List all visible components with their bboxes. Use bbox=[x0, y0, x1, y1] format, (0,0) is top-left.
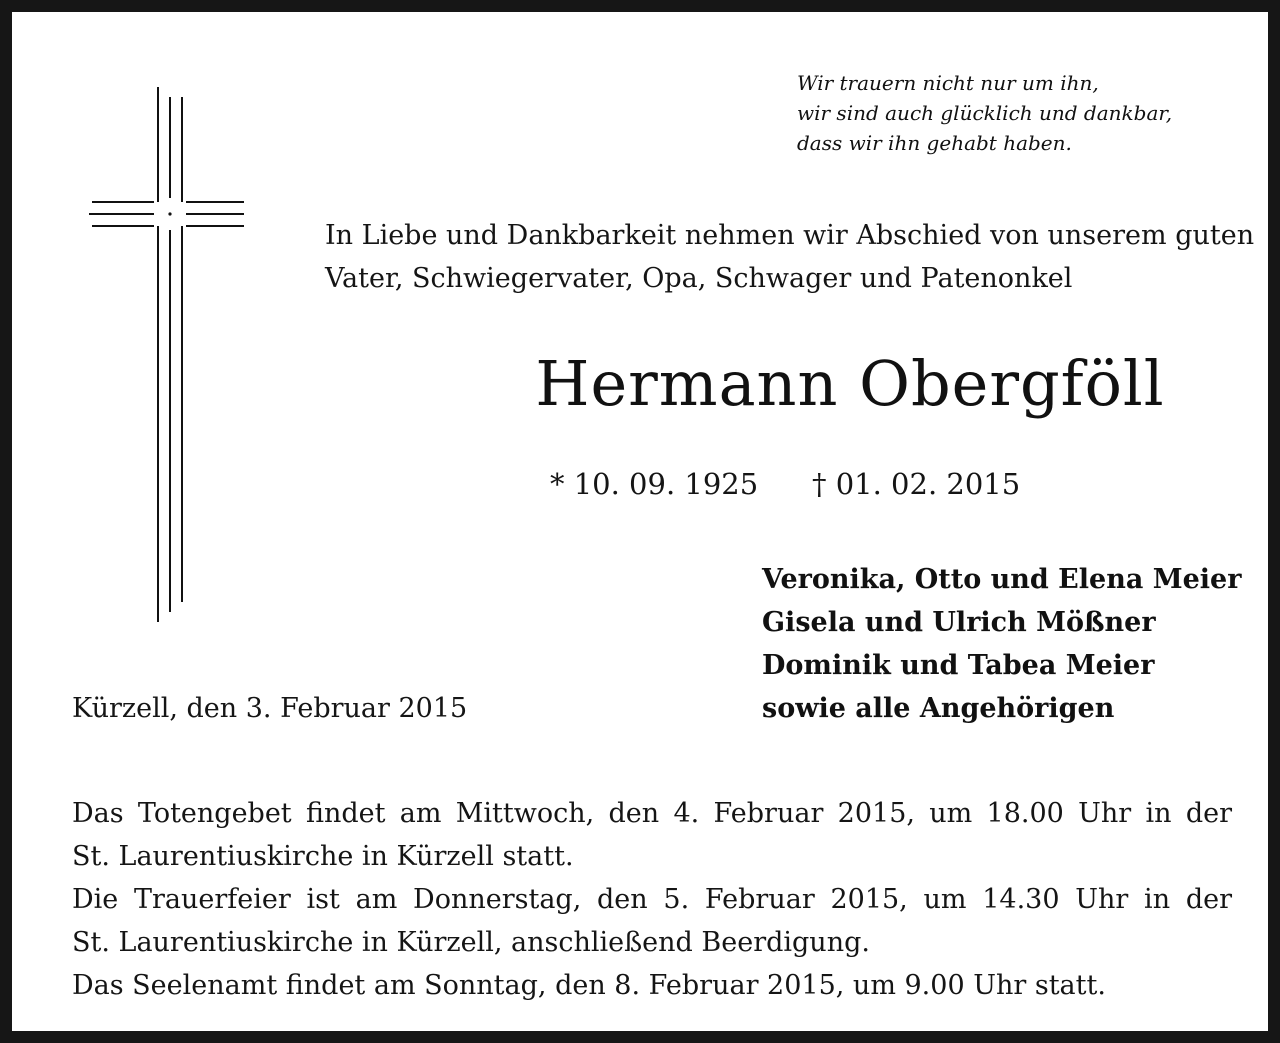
cross-icon bbox=[84, 82, 249, 627]
service-line: Das Seelenamt findet am Sonntag, den 8. Februar 2015, um 9.00 Uhr statt. bbox=[72, 970, 1106, 1001]
quote-line: wir sind auch glücklich und dankbar, bbox=[797, 101, 1173, 125]
mourner-line: Veronika, Otto und Elena Meier bbox=[762, 564, 1242, 595]
mourners-list bbox=[762, 558, 1242, 730]
quote-line: Wir trauern nicht nur um ihn, bbox=[797, 71, 1099, 95]
intro-text bbox=[325, 214, 1255, 300]
service-line: St. Laurentiuskirche in Kürzell, anschließend Beerdigung. bbox=[72, 927, 870, 958]
birth-date: * 10. 09. 1925 bbox=[550, 467, 759, 501]
memorial-quote bbox=[797, 68, 1237, 158]
service-information bbox=[72, 792, 1232, 1007]
place-and-date: Kürzell, den 3. Februar 2015 bbox=[72, 693, 468, 724]
quote-line: dass wir ihn gehabt haben. bbox=[797, 131, 1072, 155]
service-line: Das Totengebet findet am Mittwoch, den 4. Februar 2015, um 18.00 Uhr in der bbox=[72, 798, 1232, 829]
mourner-line: Dominik und Tabea Meier bbox=[762, 650, 1155, 681]
deceased-name: Hermann Obergföll bbox=[535, 347, 1165, 420]
mourner-line: Gisela und Ulrich Mößner bbox=[762, 607, 1156, 638]
intro-line: In Liebe und Dankbarkeit nehmen wir Abschied von unserem guten bbox=[325, 220, 1255, 251]
death-date: † 01. 02. 2015 bbox=[812, 467, 1021, 501]
mourner-line: sowie alle Angehörigen bbox=[762, 693, 1115, 724]
intro-line: Vater, Schwiegervater, Opa, Schwager und Patenonkel bbox=[325, 263, 1073, 294]
service-line: Die Trauerfeier ist am Donnerstag, den 5. Februar 2015, um 14.30 Uhr in der bbox=[72, 884, 1232, 915]
service-line: St. Laurentiuskirche in Kürzell statt. bbox=[72, 841, 574, 872]
